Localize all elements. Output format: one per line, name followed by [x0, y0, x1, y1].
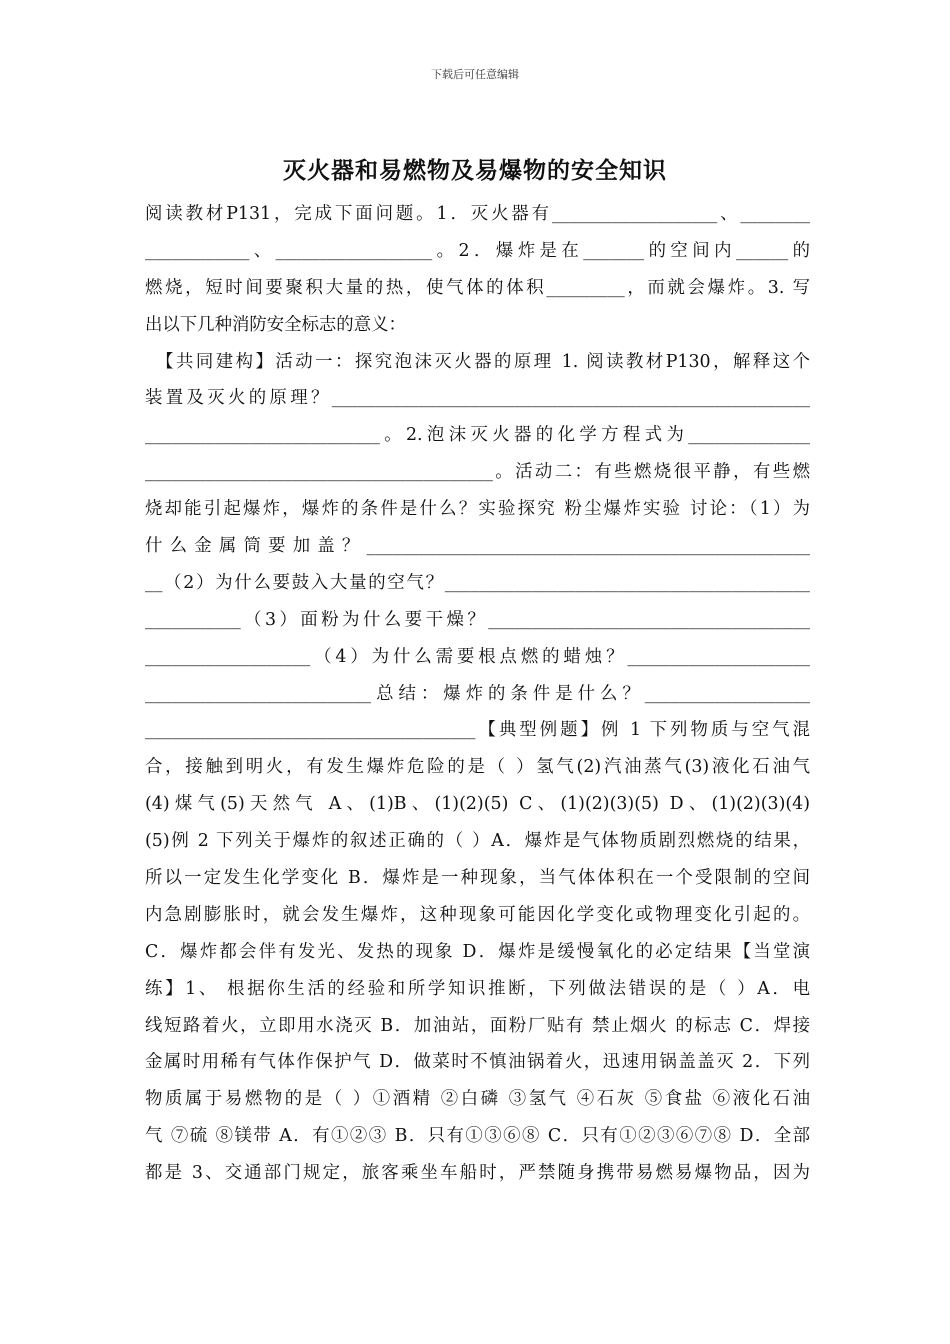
text-line: ______________________________________【典型例题】例 1 下列物质与空气混: [145, 720, 810, 741]
document-title: 灭火器和易燃物及易爆物的安全知识: [283, 157, 667, 184]
text-line: __________________________总结：爆炸的条件是什么？___________________: [145, 683, 810, 704]
text-line: __（2）为什么要鼓入大量的空气？__________________________________________: [145, 572, 810, 593]
text-line: ____________、__________________。2．爆炸是在_______的空间内______的: [145, 240, 810, 261]
text-line: 【共同建构】活动一：探究泡沫灭火器的原理 1. 阅读教材P130，解释这个: [145, 351, 810, 372]
text-line: 练】1、 根据你生活的经验和所学知识推断，下列做法错误的是（ ）A．电: [145, 978, 810, 999]
text-line: 线短路着火，立即用水浇灭 B．加油站，面粉厂贴有 禁止烟火 的标志 C．焊接: [145, 1015, 810, 1036]
text-line: 所以一定发生化学变化 B．爆炸是一种现象，当气体体积在一个受限制的空间: [145, 868, 810, 889]
text-line: ___________（3）面粉为什么要干燥？_____________________________________: [145, 609, 810, 630]
header-note: 下载后可任意编辑: [431, 68, 519, 81]
text-line: 物质属于易燃物的是（ ）①酒精 ②白磷 ③氢气 ④石灰 ⑤食盐 ⑥液化石油: [145, 1089, 810, 1110]
text-line: 燃烧，短时间要聚积大量的热，使气体的体积_________，而就会爆炸。3. 写: [145, 277, 810, 298]
text-line: 都是 3、交通部门规定，旅客乘坐车船时，严禁随身携带易燃易爆物品，因为: [145, 1163, 810, 1184]
text-line: ___________________________。2.泡沫灭火器的化学方程式为______________: [145, 425, 810, 446]
text-line: 气 ⑦硫 ⑧镁带 A．有①②③ B．只有①③⑥⑧ C．只有①②③⑥⑦⑧ D．全部: [145, 1126, 810, 1147]
text-line: 出以下几种消防安全标志的意义：: [145, 314, 406, 335]
text-line: 金属时用稀有气体作保护气 D．做菜时不慎油锅着火，迅速用锅盖盖灭 2．下列: [145, 1052, 810, 1073]
text-line: 什么金属筒要加盖？___________________________________________________: [145, 536, 810, 557]
text-line: 阅读教材P131，完成下面问题。1．灭火器有___________________、________: [145, 204, 810, 224]
text-line: ___________________（4）为什么需要根点燃的蜡烛？_____________________: [145, 646, 810, 667]
document-body: [145, 196, 810, 1192]
text-line: ________________________________________。活动二：有些燃烧很平静，有些燃: [145, 462, 810, 483]
text-line: (5)例 2 下列关于爆炸的叙述正确的（ ）A．爆炸是气体物质剧烈燃烧的结果，: [145, 831, 810, 852]
text-line: 合，接触到明火，有发生爆炸危险的是（ ）氢气(2)汽油蒸气(3)液化石油气: [145, 757, 810, 778]
text-line: 装置及灭火的原理？_______________________________________________________: [145, 388, 810, 409]
text-line: (4)煤气(5)天然气 A、(1)B、(1)(2)(5) C、(1)(2)(3)(5) D、(1)(2)(3)(4): [145, 794, 810, 815]
text-line: 内急剧膨胀时，就会发生爆炸，这种现象可能因化学变化或物理变化引起的。: [145, 904, 810, 925]
text-line: C．爆炸都会伴有发光、发热的现象 D．爆炸是缓慢氧化的必定结果【当堂演: [145, 941, 810, 962]
text-line: 烧却能引起爆炸，爆炸的条件是什么？实验探究 粉尘爆炸实验 讨论：（1）为: [145, 499, 810, 520]
